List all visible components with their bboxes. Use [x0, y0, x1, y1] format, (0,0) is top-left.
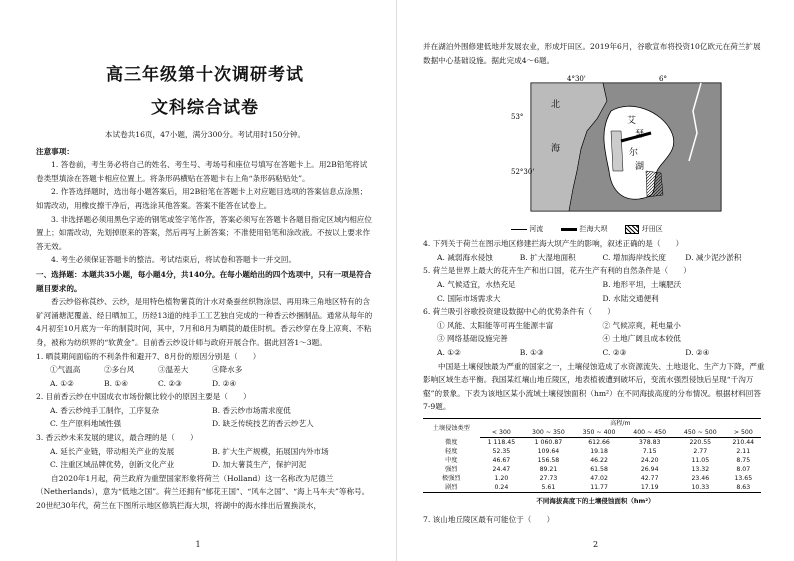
question-5: 5. 荷兰是世界上最大的花卉生产和出口国，花卉生产有利的自然条件是（ ）	[423, 266, 691, 276]
table-cell: 89.21	[539, 465, 558, 473]
table-group-header: 高程/m	[480, 418, 761, 428]
q1-option-a: A. ①②	[50, 378, 74, 388]
exam-info: 本试卷共16页，47小题，满分300分。考试用时150分钟。	[104, 130, 306, 139]
table-header: 350 ~ 400	[574, 428, 625, 438]
exam-subtitle: 文科综合试卷	[151, 98, 259, 118]
table-header: 400 ~ 450	[624, 428, 675, 438]
table-row	[423, 447, 761, 456]
q4-option-d: D. 减少泥沙淤积	[685, 252, 742, 262]
table-cell: 52.35	[492, 447, 511, 455]
q3-option-b: B. 扩大生产规模，拓展国内外市场	[212, 446, 329, 456]
q2-option-a: A. 香云纱纯手工制作，工序复杂	[50, 405, 160, 415]
table-cell: 2.11	[736, 447, 751, 455]
table-cell: 156.58	[537, 456, 560, 464]
q6-item-4: ④ 土地广阔且成本较低	[602, 334, 681, 344]
table-cell: 10.33	[675, 483, 726, 493]
question-1: 1. 晒莨期间面临的不利条件和避开7、8月份的原因分别是（ ）	[36, 351, 261, 361]
table-cell: 47.02	[590, 474, 608, 482]
table-caption: 不同海拔高度下的土壤侵蚀面积（hm²）	[536, 496, 655, 505]
exam-title: 高三年级第十次调研考试	[106, 65, 304, 85]
passage-2-continued: 并在湖泊外围修建低地并发展农业，形成圩田区。2019年6月，谷歌宣布将投资10亿欧元在荷兰扩展数据中心基础设施。据此完成4～6题。	[423, 42, 761, 65]
q6-option-b: B. ①③	[519, 347, 544, 357]
table-row-label: 剧烈	[423, 483, 480, 493]
table-cell: 220.55	[689, 438, 712, 446]
table-cell: 8.07	[736, 465, 751, 473]
q6-item-3: ③ 网络基础设施完善	[437, 334, 508, 344]
q1-item-3: ③温差大	[158, 365, 189, 375]
table-cell: 24.20	[640, 456, 659, 464]
table-header: < 300	[480, 428, 523, 438]
table-cell: 24.47	[492, 465, 511, 473]
q5-option-c: C. 国际市场需求大	[437, 293, 501, 303]
table-cell: 1.20	[494, 474, 509, 482]
table-cell: 109.64	[537, 447, 560, 455]
table-row	[423, 483, 761, 493]
notice-1: 1. 答卷前，考生务必将自己的姓名、考生号、考场号和座位号填写在答题卡上。用2B铅笔将试卷类型填涂在答题卡相应位置上。将条形码横贴在答题卡右上角“条形码粘贴处”。	[36, 160, 368, 183]
q3-option-c: C. 注重区域品牌优势，创新文化产业	[50, 460, 175, 470]
table-row	[423, 437, 761, 447]
table-cell: 2.77	[693, 447, 708, 455]
table-cell: 5.61	[523, 483, 574, 493]
table-cell: 210.44	[732, 438, 755, 446]
page-right	[397, 0, 794, 561]
page-number: 1	[195, 540, 201, 549]
q3-option-d: D. 加大薯莨生产，保护河泥	[212, 460, 307, 470]
table-cell: 378.83	[638, 438, 661, 446]
table-cell: 0.24	[480, 483, 523, 493]
table-corner-header: 土壤侵蚀类型	[423, 418, 480, 437]
table-header: 300 ~ 350	[523, 428, 574, 438]
latitude-label-1: 53°	[511, 113, 524, 122]
table-row-label: 强烈	[445, 465, 458, 473]
map-label-lake-4: 湖	[635, 162, 645, 173]
map-label-lake-3: 尔	[629, 148, 639, 159]
map-label-north: 北	[551, 100, 561, 111]
q1-item-4: ④降水多	[212, 365, 243, 375]
longitude-label-1: 4°30'	[567, 75, 586, 84]
erosion-table	[423, 418, 761, 493]
notice-heading: 注意事项：	[36, 146, 74, 156]
legend-dam: 拦海大坝	[561, 224, 607, 234]
table-cell: 11.05	[691, 456, 710, 464]
q4-option-c: C. 增加海岸线长度	[602, 252, 667, 262]
question-7: 7. 该山地丘陵区最有可能位于（ ）	[423, 514, 555, 524]
q6-option-d: D. ②④	[685, 347, 710, 357]
table-row-label: 微度	[445, 438, 458, 446]
table-cell: 46.22	[590, 456, 608, 464]
question-2: 2. 目前香云纱在中国成衣市场份额比较小的原因主要是（ ）	[36, 392, 251, 402]
table-header: 450 ~ 500	[675, 428, 726, 438]
q6-option-c: C. ②③	[602, 347, 627, 357]
q5-option-b: B. 地形平坦，土壤肥沃	[602, 279, 682, 289]
table-row-label: 极强烈	[442, 474, 461, 482]
table-cell: 612.66	[588, 438, 610, 446]
map-label-lake-1: 艾	[627, 116, 637, 127]
table-row	[423, 456, 761, 465]
table-cell: 13.65	[734, 474, 753, 482]
table-row	[423, 465, 761, 474]
legend-polder: 圩田区	[625, 224, 662, 234]
table-cell: 1 060.87	[534, 438, 563, 446]
table-row	[423, 474, 761, 483]
q5-option-d: D. 水陆交通便利	[602, 293, 659, 303]
question-6: 6. 荷兰吸引谷歌投资建设数据中心的优势条件有（ ）	[423, 307, 615, 317]
q1-option-c: C. ②③	[158, 378, 182, 388]
table-cell: 26.94	[640, 465, 659, 473]
netherlands-map	[511, 71, 727, 223]
table-cell: 19.18	[590, 447, 608, 455]
table-cell: 1 118.45	[487, 438, 516, 446]
question-4: 4. 下列关于荷兰在图示地区修建拦海大坝产生的影响，叙述正确的是（ ）	[423, 239, 684, 249]
q6-item-1: ① 风能、太阳能等可再生能源丰富	[437, 320, 554, 330]
q4-option-b: B. 扩大湿地面积	[519, 252, 576, 262]
page-number: 2	[592, 540, 599, 549]
passage-1: 香云纱俗称莨纱、云纱，是用特色植物薯莨的汁水对桑蚕丝织物涂层、再用珠三角地区特有的含矿河涌塘泥覆盖、经日晒加工，历经13道的纯手工工艺独自完成的一种香云纱捆制品。通常从每年的4月初至10月底为一年的制莨时间，其中，7月和8月为晒莨的最佳时机。香云纱穿在身上凉爽、不粘身，被称为纺织界的“软黄金”。目前香云纱设计师与政府开展合作。据此回答1～3题。	[36, 297, 373, 347]
table-cell: 17.19	[624, 483, 675, 493]
notice-2: 2. 作答选择题时，选出每小题答案后，用2B铅笔在答题卡上对应题目选项的答案信息点涂黑；如需改动，用橡皮擦干净后，再选涂其他答案。答案不能答在试卷上。	[36, 187, 368, 210]
q1-item-2: ②多台风	[104, 365, 135, 375]
table-cell: 7.15	[642, 447, 657, 455]
table-cell: 13.32	[691, 465, 710, 473]
notice-3: 3. 非选择题必须用黑色字迹的钢笔或签字笔作答，答案必须写在答题卡各题目指定区域内相应位置上；如需改动，先划掉原来的答案，然后再写上新答案；不准使用铅笔和涂改液。不按以上要求作答无效。	[36, 214, 372, 251]
longitude-label-2: 6°	[659, 75, 667, 84]
q1-option-b: B. ①④	[104, 378, 129, 388]
map-label-lake-2: 瑟	[635, 130, 645, 141]
table-cell: 46.67	[492, 456, 511, 464]
passage-2: 自2020年1月起，荷兰政府为重塑国家形象将荷兰（Holland）这一名称改为尼德兰（Netherlands），意为“低地之国”。荷兰还拥有“郁花王国”、“风车之国”、“海上马车夫”等称号。20世纪30年代，荷兰在下图所示地区修筑拦海大坝，将湖中的海水排出后置换淡水，	[36, 473, 370, 511]
q6-item-2: ② 气候凉爽，耗电量小	[602, 320, 681, 330]
question-3: 3. 香云纱未来发展的建议，最合理的是（ ）	[36, 433, 198, 443]
q6-option-a: A. ①②	[437, 347, 461, 357]
table-cell: 11.77	[574, 483, 625, 493]
section-heading: 一、选择题：本题共35小题，每小题4分，共140分。在每小题给出的四个选项中，只有一项是符合题目要求的。	[36, 269, 372, 293]
table-cell: 61.58	[590, 465, 608, 473]
table-cell: 23.46	[691, 474, 710, 482]
q2-option-d: D. 缺乏传统技艺的香云纱艺人	[212, 419, 314, 429]
q3-option-a: A. 延长产业链，带动相关产业的发展	[50, 446, 175, 456]
table-row-label: 中度	[445, 456, 458, 464]
q1-option-d: D. ②④	[212, 378, 237, 388]
q2-option-c: C. 生产原料地域性强	[50, 419, 122, 429]
table-cell: 8.75	[736, 456, 751, 464]
q4-option-a: A. 减弱海水侵蚀	[437, 252, 493, 262]
map-label-sea: 海	[551, 144, 561, 155]
map-legend	[511, 224, 768, 234]
latitude-label-2: 52°30'	[511, 168, 535, 177]
table-cell: 42.77	[640, 474, 659, 482]
q2-option-b: B. 香云纱市场需求度低	[212, 405, 291, 415]
passage-3: 中国是土壤侵蚀最为严重的国家之一，土壤侵蚀造成了水资源流失、土地退化、生产力下降，严重影响区域生态平衡。我国某红壤山地丘陵区，地表植被遭到破坏后，变流水强烈侵蚀后呈现“千沟万壑”的景象。下表为该地区某小流域土壤侵蚀面积（hm²）在不同海拔高度的分布情况。根据材料回答7-9题。	[423, 361, 765, 412]
notice-4: 4. 考生必须保证答题卡的整洁。考试结束后，将试卷和答题卡一并交回。	[51, 255, 297, 265]
table-cell: 27.73	[539, 474, 558, 482]
legend-river: 河流	[511, 224, 543, 234]
q5-option-a: A. 气候适宜，水热充足	[437, 279, 516, 289]
table-cell: 8.63	[726, 483, 761, 493]
table-header: > 500	[726, 428, 761, 438]
table-row-label: 轻度	[445, 447, 458, 455]
q1-item-1: ①气温高	[50, 365, 81, 375]
